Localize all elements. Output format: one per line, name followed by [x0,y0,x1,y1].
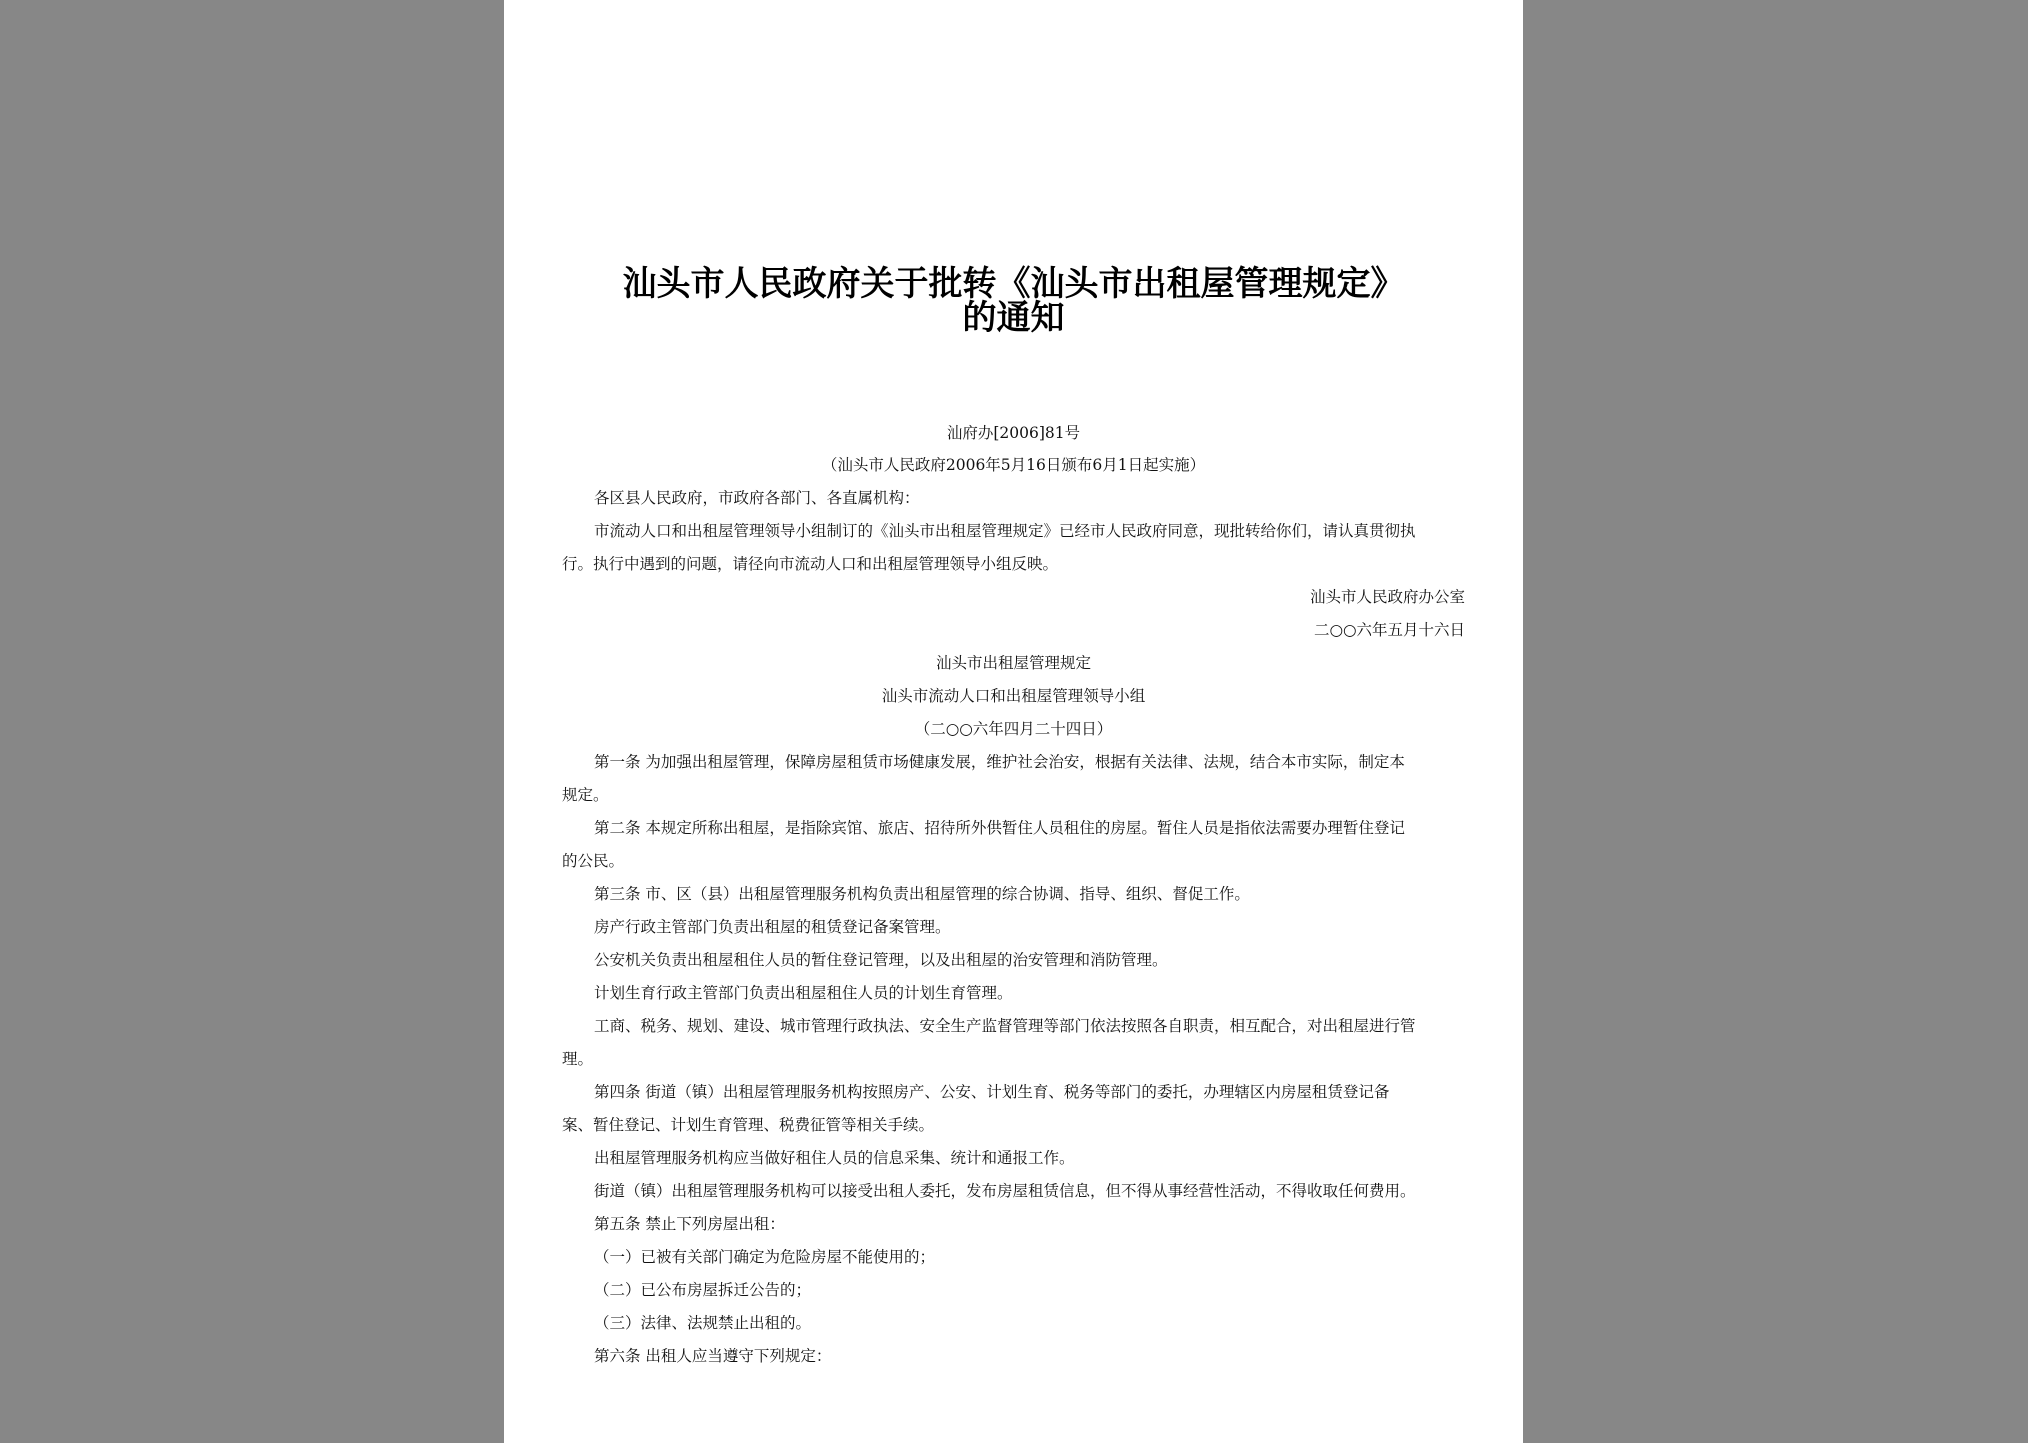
signature-date: 二○○六年五月十六日 [1313,621,1465,639]
article-line: 案、暂住登记、计划生育管理、税费征管等相关手续。 [562,1116,935,1134]
document-page [504,0,1523,1443]
article-list-item: （二）已公布房屋拆迁公告的； [594,1281,812,1299]
article-line: 街道（镇）出租屋管理服务机构可以接受出租人委托，发布房屋租赁信息，但不得从事经营性活动，不得收取任何费用。 [594,1182,1416,1200]
article-line: 房产行政主管部门负责出租屋的租赁登记备案管理。 [594,918,951,936]
article-line: 第四条 街道（镇）出租屋管理服务机构按照房产、公安、计划生育、税务等部门的委托，办理辖区内房屋租赁登记备 [594,1083,1390,1101]
article-line: 工商、税务、规划、建设、城市管理行政执法、安全生产监督管理等部门依法按照各自职责，相互配合，对出租屋进行管 [594,1017,1416,1035]
regulation-date: （二○○六年四月二十四日） [914,720,1113,738]
article-line: 第一条 为加强出租屋管理，保障房屋租赁市场健康发展，维护社会治安，根据有关法律、法规，结合本市实际，制定本 [594,753,1405,771]
article-list-item: （一）已被有关部门确定为危险房屋不能使用的； [594,1248,936,1266]
article-line: 第五条 禁止下列房屋出租： [594,1215,785,1233]
article-line: 第三条 市、区（县）出租屋管理服务机构负责出租屋管理的综合协调、指导、组织、督促工作。 [594,885,1250,903]
regulation-author: 汕头市流动人口和出租屋管理领导小组 [881,687,1146,705]
document-title-line-1: 汕头市人民政府关于批转《汕头市出租屋管理规定》 [622,264,1405,304]
article-line: 第六条 出租人应当遵守下列规定： [594,1347,832,1365]
body-paragraph-line: 市流动人口和出租屋管理领导小组制订的《汕头市出租屋管理规定》已经市人民政府同意，现批转给你们，请认真贯彻执 [594,522,1416,540]
article-line: 计划生育行政主管部门负责出租屋租住人员的计划生育管理。 [594,984,1013,1002]
signature-org: 汕头市人民政府办公室 [1309,588,1465,606]
regulation-title: 汕头市出租屋管理规定 [935,654,1091,672]
doc-number: 汕府办[2006]81号 [946,424,1081,442]
article-line: 公安机关负责出租屋租住人员的暂住登记管理，以及出租屋的治安管理和消防管理。 [594,951,1168,969]
article-list-item: （三）法律、法规禁止出租的。 [594,1314,812,1332]
addressee: 各区县人民政府，市政府各部门、各直属机构： [594,489,920,507]
article-line: 规定。 [562,786,609,804]
article-line: 理。 [562,1050,594,1068]
body-paragraph-line: 行。执行中遇到的问题，请径向市流动人口和出租屋管理领导小组反映。 [562,555,1059,573]
article-line: 的公民。 [562,852,625,870]
article-line: 第二条 本规定所称出租屋，是指除宾馆、旅店、招待所外供暂住人员租住的房屋。暂住人员是指依法需要办理暂住登记 [594,819,1405,837]
issued-note: （汕头市人民政府2006年5月16日颁布6月1日起实施） [821,456,1206,474]
article-line: 出租屋管理服务机构应当做好租住人员的信息采集、统计和通报工作。 [594,1149,1075,1167]
document-title-line-2: 的通知 [962,298,1065,338]
